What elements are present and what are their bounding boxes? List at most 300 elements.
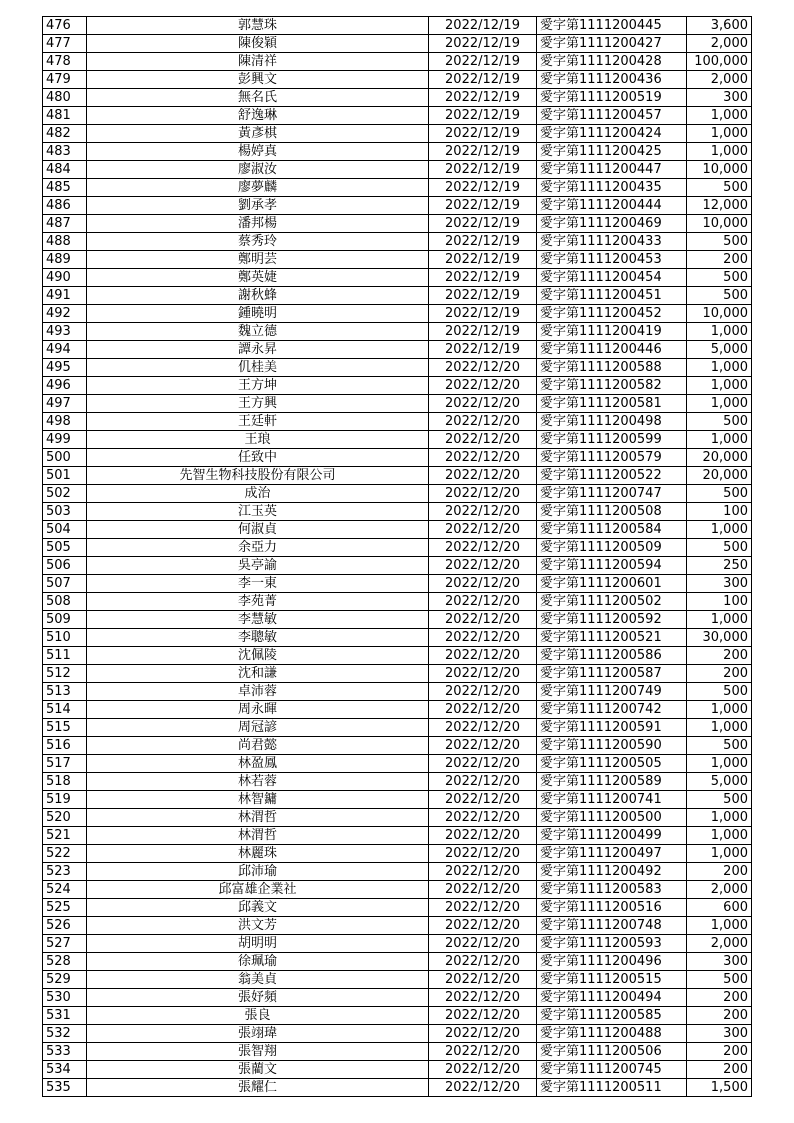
row-number-cell: 483 xyxy=(43,143,87,161)
amount-cell: 1,000 xyxy=(687,701,752,719)
amount-cell: 30,000 xyxy=(687,629,752,647)
row-number-cell: 519 xyxy=(43,791,87,809)
amount-cell: 200 xyxy=(687,251,752,269)
amount-cell: 200 xyxy=(687,1061,752,1079)
receipt-number-cell: 愛字第1111200447 xyxy=(537,161,687,179)
receipt-number-cell: 愛字第1111200492 xyxy=(537,863,687,881)
row-number-cell: 497 xyxy=(43,395,87,413)
donor-name-cell: 林盈鳳 xyxy=(87,755,429,773)
receipt-number-cell: 愛字第1111200511 xyxy=(537,1079,687,1097)
receipt-number-cell: 愛字第1111200427 xyxy=(537,35,687,53)
donation-date-cell: 2022/12/20 xyxy=(429,701,537,719)
amount-cell: 5,000 xyxy=(687,341,752,359)
amount-cell: 2,000 xyxy=(687,881,752,899)
receipt-number-cell: 愛字第1111200584 xyxy=(537,521,687,539)
table-row xyxy=(43,611,752,629)
donor-name-cell: 李一東 xyxy=(87,575,429,593)
amount-cell: 3,600 xyxy=(687,17,752,35)
table-row xyxy=(43,539,752,557)
row-number-cell: 518 xyxy=(43,773,87,791)
row-number-cell: 504 xyxy=(43,521,87,539)
amount-cell: 200 xyxy=(687,863,752,881)
amount-cell: 500 xyxy=(687,413,752,431)
receipt-number-cell: 愛字第1111200452 xyxy=(537,305,687,323)
amount-cell: 500 xyxy=(687,179,752,197)
donor-name-cell: 楊婷真 xyxy=(87,143,429,161)
donor-name-cell: 翁美貞 xyxy=(87,971,429,989)
donation-date-cell: 2022/12/19 xyxy=(429,17,537,35)
donor-name-cell: 李慧敏 xyxy=(87,611,429,629)
amount-cell: 1,000 xyxy=(687,395,752,413)
receipt-number-cell: 愛字第1111200469 xyxy=(537,215,687,233)
donation-date-cell: 2022/12/20 xyxy=(429,557,537,575)
donation-date-cell: 2022/12/19 xyxy=(429,53,537,71)
amount-cell: 500 xyxy=(687,683,752,701)
receipt-number-cell: 愛字第1111200747 xyxy=(537,485,687,503)
amount-cell: 10,000 xyxy=(687,305,752,323)
receipt-number-cell: 愛字第1111200742 xyxy=(537,701,687,719)
donor-name-cell: 廖夢麟 xyxy=(87,179,429,197)
donor-name-cell: 林麗珠 xyxy=(87,845,429,863)
donor-name-cell: 任致中 xyxy=(87,449,429,467)
donation-date-cell: 2022/12/19 xyxy=(429,305,537,323)
donation-date-cell: 2022/12/20 xyxy=(429,863,537,881)
receipt-number-cell: 愛字第1111200446 xyxy=(537,341,687,359)
row-number-cell: 480 xyxy=(43,89,87,107)
row-number-cell: 493 xyxy=(43,323,87,341)
donor-name-cell: 謝秋蜂 xyxy=(87,287,429,305)
amount-cell: 1,000 xyxy=(687,107,752,125)
receipt-number-cell: 愛字第1111200419 xyxy=(537,323,687,341)
donation-date-cell: 2022/12/20 xyxy=(429,719,537,737)
donation-date-cell: 2022/12/20 xyxy=(429,467,537,485)
row-number-cell: 501 xyxy=(43,467,87,485)
amount-cell: 200 xyxy=(687,647,752,665)
table-row xyxy=(43,1025,752,1043)
table-row xyxy=(43,89,752,107)
amount-cell: 1,000 xyxy=(687,143,752,161)
receipt-number-cell: 愛字第1111200435 xyxy=(537,179,687,197)
receipt-number-cell: 愛字第1111200457 xyxy=(537,107,687,125)
table-row xyxy=(43,665,752,683)
row-number-cell: 492 xyxy=(43,305,87,323)
donation-date-cell: 2022/12/20 xyxy=(429,737,537,755)
donor-name-cell: 先智生物科技股份有限公司 xyxy=(87,467,429,485)
table-row xyxy=(43,557,752,575)
table-row xyxy=(43,17,752,35)
row-number-cell: 508 xyxy=(43,593,87,611)
donor-name-cell: 張翊瑋 xyxy=(87,1025,429,1043)
amount-cell: 300 xyxy=(687,1025,752,1043)
table-row xyxy=(43,1007,752,1025)
donation-date-cell: 2022/12/19 xyxy=(429,35,537,53)
donor-name-cell: 沈佩陵 xyxy=(87,647,429,665)
amount-cell: 1,000 xyxy=(687,431,752,449)
amount-cell: 2,000 xyxy=(687,935,752,953)
receipt-number-cell: 愛字第1111200601 xyxy=(537,575,687,593)
receipt-number-cell: 愛字第1111200519 xyxy=(537,89,687,107)
row-number-cell: 509 xyxy=(43,611,87,629)
amount-cell: 500 xyxy=(687,737,752,755)
donor-name-cell: 周永暉 xyxy=(87,701,429,719)
row-number-cell: 482 xyxy=(43,125,87,143)
receipt-number-cell: 愛字第1111200496 xyxy=(537,953,687,971)
donor-name-cell: 張智翔 xyxy=(87,1043,429,1061)
amount-cell: 10,000 xyxy=(687,215,752,233)
donor-name-cell: 江玉英 xyxy=(87,503,429,521)
donor-name-cell: 沈和謙 xyxy=(87,665,429,683)
table-row xyxy=(43,305,752,323)
donor-name-cell: 吳亭諭 xyxy=(87,557,429,575)
donor-name-cell: 林智鏞 xyxy=(87,791,429,809)
table-row xyxy=(43,413,752,431)
row-number-cell: 485 xyxy=(43,179,87,197)
donation-date-cell: 2022/12/20 xyxy=(429,1007,537,1025)
receipt-number-cell: 愛字第1111200506 xyxy=(537,1043,687,1061)
table-row xyxy=(43,1079,752,1097)
row-number-cell: 528 xyxy=(43,953,87,971)
receipt-number-cell: 愛字第1111200509 xyxy=(537,539,687,557)
receipt-number-cell: 愛字第1111200587 xyxy=(537,665,687,683)
donor-name-cell: 陳俊穎 xyxy=(87,35,429,53)
row-number-cell: 488 xyxy=(43,233,87,251)
row-number-cell: 525 xyxy=(43,899,87,917)
table-row xyxy=(43,287,752,305)
row-number-cell: 522 xyxy=(43,845,87,863)
amount-cell: 300 xyxy=(687,89,752,107)
donor-name-cell: 張藺文 xyxy=(87,1061,429,1079)
table-row xyxy=(43,449,752,467)
receipt-number-cell: 愛字第1111200444 xyxy=(537,197,687,215)
receipt-number-cell: 愛字第1111200583 xyxy=(537,881,687,899)
donation-date-cell: 2022/12/20 xyxy=(429,827,537,845)
amount-cell: 500 xyxy=(687,287,752,305)
donation-date-cell: 2022/12/19 xyxy=(429,215,537,233)
row-number-cell: 517 xyxy=(43,755,87,773)
row-number-cell: 526 xyxy=(43,917,87,935)
receipt-number-cell: 愛字第1111200428 xyxy=(537,53,687,71)
row-number-cell: 477 xyxy=(43,35,87,53)
amount-cell: 1,000 xyxy=(687,521,752,539)
row-number-cell: 505 xyxy=(43,539,87,557)
amount-cell: 12,000 xyxy=(687,197,752,215)
amount-cell: 200 xyxy=(687,1043,752,1061)
row-number-cell: 515 xyxy=(43,719,87,737)
donation-date-cell: 2022/12/20 xyxy=(429,755,537,773)
donor-name-cell: 無名氏 xyxy=(87,89,429,107)
receipt-number-cell: 愛字第1111200502 xyxy=(537,593,687,611)
donor-name-cell: 邱義文 xyxy=(87,899,429,917)
donor-name-cell: 周冠諺 xyxy=(87,719,429,737)
row-number-cell: 498 xyxy=(43,413,87,431)
donation-date-cell: 2022/12/20 xyxy=(429,431,537,449)
receipt-number-cell: 愛字第1111200585 xyxy=(537,1007,687,1025)
table-row xyxy=(43,251,752,269)
donor-name-cell: 彭興文 xyxy=(87,71,429,89)
table-row xyxy=(43,863,752,881)
donor-name-cell: 陳清祥 xyxy=(87,53,429,71)
donation-date-cell: 2022/12/20 xyxy=(429,809,537,827)
amount-cell: 600 xyxy=(687,899,752,917)
donor-name-cell: 魏立德 xyxy=(87,323,429,341)
table-row xyxy=(43,35,752,53)
table-row xyxy=(43,341,752,359)
amount-cell: 1,000 xyxy=(687,611,752,629)
donor-name-cell: 洪文芳 xyxy=(87,917,429,935)
donation-date-cell: 2022/12/20 xyxy=(429,665,537,683)
table-row xyxy=(43,431,752,449)
table-row xyxy=(43,485,752,503)
donation-date-cell: 2022/12/20 xyxy=(429,899,537,917)
row-number-cell: 486 xyxy=(43,197,87,215)
donor-name-cell: 仉桂美 xyxy=(87,359,429,377)
row-number-cell: 478 xyxy=(43,53,87,71)
donation-date-cell: 2022/12/20 xyxy=(429,575,537,593)
row-number-cell: 511 xyxy=(43,647,87,665)
table-row xyxy=(43,395,752,413)
donation-date-cell: 2022/12/20 xyxy=(429,989,537,1007)
row-number-cell: 512 xyxy=(43,665,87,683)
row-number-cell: 490 xyxy=(43,269,87,287)
table-row xyxy=(43,197,752,215)
table-row xyxy=(43,755,752,773)
receipt-number-cell: 愛字第1111200425 xyxy=(537,143,687,161)
donor-name-cell: 黃彥棋 xyxy=(87,125,429,143)
receipt-number-cell: 愛字第1111200745 xyxy=(537,1061,687,1079)
amount-cell: 5,000 xyxy=(687,773,752,791)
donation-date-cell: 2022/12/20 xyxy=(429,1043,537,1061)
receipt-number-cell: 愛字第1111200749 xyxy=(537,683,687,701)
donation-date-cell: 2022/12/20 xyxy=(429,611,537,629)
amount-cell: 200 xyxy=(687,665,752,683)
table-row xyxy=(43,1043,752,1061)
donation-date-cell: 2022/12/20 xyxy=(429,953,537,971)
donor-name-cell: 李聰敏 xyxy=(87,629,429,647)
donation-date-cell: 2022/12/19 xyxy=(429,287,537,305)
donation-date-cell: 2022/12/20 xyxy=(429,647,537,665)
donation-date-cell: 2022/12/20 xyxy=(429,503,537,521)
table-row xyxy=(43,467,752,485)
table-row xyxy=(43,971,752,989)
table-row xyxy=(43,323,752,341)
table-row xyxy=(43,215,752,233)
row-number-cell: 529 xyxy=(43,971,87,989)
donation-date-cell: 2022/12/20 xyxy=(429,521,537,539)
receipt-number-cell: 愛字第1111200497 xyxy=(537,845,687,863)
row-number-cell: 521 xyxy=(43,827,87,845)
table-row xyxy=(43,935,752,953)
row-number-cell: 491 xyxy=(43,287,87,305)
donation-table xyxy=(42,16,752,1097)
row-number-cell: 502 xyxy=(43,485,87,503)
amount-cell: 200 xyxy=(687,1007,752,1025)
donor-name-cell: 舒逸琳 xyxy=(87,107,429,125)
receipt-number-cell: 愛字第1111200589 xyxy=(537,773,687,791)
amount-cell: 500 xyxy=(687,485,752,503)
table-row xyxy=(43,143,752,161)
donor-name-cell: 鍾曉明 xyxy=(87,305,429,323)
table-row xyxy=(43,701,752,719)
receipt-number-cell: 愛字第1111200593 xyxy=(537,935,687,953)
row-number-cell: 513 xyxy=(43,683,87,701)
row-number-cell: 524 xyxy=(43,881,87,899)
table-row xyxy=(43,161,752,179)
table-row xyxy=(43,845,752,863)
row-number-cell: 487 xyxy=(43,215,87,233)
donation-date-cell: 2022/12/19 xyxy=(429,197,537,215)
amount-cell: 1,000 xyxy=(687,845,752,863)
receipt-number-cell: 愛字第1111200748 xyxy=(537,917,687,935)
donor-name-cell: 王琅 xyxy=(87,431,429,449)
amount-cell: 1,000 xyxy=(687,809,752,827)
table-row xyxy=(43,989,752,1007)
receipt-number-cell: 愛字第1111200453 xyxy=(537,251,687,269)
donation-date-cell: 2022/12/20 xyxy=(429,539,537,557)
receipt-number-cell: 愛字第1111200500 xyxy=(537,809,687,827)
amount-cell: 200 xyxy=(687,989,752,1007)
table-row xyxy=(43,359,752,377)
donor-name-cell: 郭慧珠 xyxy=(87,17,429,35)
table-row xyxy=(43,269,752,287)
donation-date-cell: 2022/12/20 xyxy=(429,395,537,413)
receipt-number-cell: 愛字第1111200741 xyxy=(537,791,687,809)
row-number-cell: 507 xyxy=(43,575,87,593)
table-row xyxy=(43,683,752,701)
row-number-cell: 500 xyxy=(43,449,87,467)
row-number-cell: 527 xyxy=(43,935,87,953)
table-row xyxy=(43,773,752,791)
table-row xyxy=(43,737,752,755)
donor-name-cell: 鄭明芸 xyxy=(87,251,429,269)
row-number-cell: 496 xyxy=(43,377,87,395)
amount-cell: 20,000 xyxy=(687,467,752,485)
donation-date-cell: 2022/12/20 xyxy=(429,449,537,467)
amount-cell: 100 xyxy=(687,503,752,521)
table-row xyxy=(43,71,752,89)
donation-date-cell: 2022/12/19 xyxy=(429,71,537,89)
amount-cell: 10,000 xyxy=(687,161,752,179)
row-number-cell: 523 xyxy=(43,863,87,881)
row-number-cell: 534 xyxy=(43,1061,87,1079)
donation-date-cell: 2022/12/19 xyxy=(429,143,537,161)
receipt-number-cell: 愛字第1111200590 xyxy=(537,737,687,755)
row-number-cell: 520 xyxy=(43,809,87,827)
row-number-cell: 533 xyxy=(43,1043,87,1061)
receipt-number-cell: 愛字第1111200521 xyxy=(537,629,687,647)
donor-name-cell: 蔡秀玲 xyxy=(87,233,429,251)
receipt-number-cell: 愛字第1111200586 xyxy=(537,647,687,665)
receipt-number-cell: 愛字第1111200499 xyxy=(537,827,687,845)
donation-date-cell: 2022/12/20 xyxy=(429,845,537,863)
receipt-number-cell: 愛字第1111200599 xyxy=(537,431,687,449)
amount-cell: 1,000 xyxy=(687,719,752,737)
donation-table-body xyxy=(43,17,752,1097)
donation-date-cell: 2022/12/20 xyxy=(429,683,537,701)
receipt-number-cell: 愛字第1111200515 xyxy=(537,971,687,989)
donation-date-cell: 2022/12/20 xyxy=(429,971,537,989)
row-number-cell: 516 xyxy=(43,737,87,755)
amount-cell: 1,000 xyxy=(687,359,752,377)
row-number-cell: 531 xyxy=(43,1007,87,1025)
donation-date-cell: 2022/12/20 xyxy=(429,881,537,899)
row-number-cell: 481 xyxy=(43,107,87,125)
donor-name-cell: 劉承孝 xyxy=(87,197,429,215)
amount-cell: 1,000 xyxy=(687,125,752,143)
receipt-number-cell: 愛字第1111200445 xyxy=(537,17,687,35)
donation-date-cell: 2022/12/20 xyxy=(429,1079,537,1097)
receipt-number-cell: 愛字第1111200579 xyxy=(537,449,687,467)
donation-date-cell: 2022/12/19 xyxy=(429,341,537,359)
donation-date-cell: 2022/12/20 xyxy=(429,791,537,809)
donation-date-cell: 2022/12/20 xyxy=(429,593,537,611)
table-row xyxy=(43,917,752,935)
row-number-cell: 489 xyxy=(43,251,87,269)
donor-name-cell: 余亞力 xyxy=(87,539,429,557)
receipt-number-cell: 愛字第1111200522 xyxy=(537,467,687,485)
amount-cell: 500 xyxy=(687,233,752,251)
donor-name-cell: 張耀仁 xyxy=(87,1079,429,1097)
donor-name-cell: 王廷軒 xyxy=(87,413,429,431)
table-row xyxy=(43,899,752,917)
amount-cell: 1,000 xyxy=(687,917,752,935)
amount-cell: 500 xyxy=(687,539,752,557)
amount-cell: 1,000 xyxy=(687,827,752,845)
row-number-cell: 479 xyxy=(43,71,87,89)
donor-name-cell: 張良 xyxy=(87,1007,429,1025)
receipt-number-cell: 愛字第1111200451 xyxy=(537,287,687,305)
table-row xyxy=(43,125,752,143)
table-row xyxy=(43,1061,752,1079)
donor-name-cell: 林渭哲 xyxy=(87,809,429,827)
amount-cell: 1,000 xyxy=(687,755,752,773)
amount-cell: 2,000 xyxy=(687,35,752,53)
donor-name-cell: 王方坤 xyxy=(87,377,429,395)
receipt-number-cell: 愛字第1111200505 xyxy=(537,755,687,773)
donation-date-cell: 2022/12/20 xyxy=(429,359,537,377)
row-number-cell: 495 xyxy=(43,359,87,377)
amount-cell: 1,000 xyxy=(687,377,752,395)
donation-date-cell: 2022/12/20 xyxy=(429,1061,537,1079)
amount-cell: 300 xyxy=(687,953,752,971)
donation-date-cell: 2022/12/19 xyxy=(429,107,537,125)
donor-name-cell: 何淑貞 xyxy=(87,521,429,539)
table-row xyxy=(43,827,752,845)
donation-date-cell: 2022/12/19 xyxy=(429,269,537,287)
receipt-number-cell: 愛字第1111200454 xyxy=(537,269,687,287)
row-number-cell: 494 xyxy=(43,341,87,359)
donor-name-cell: 林若蓉 xyxy=(87,773,429,791)
donor-name-cell: 林渭哲 xyxy=(87,827,429,845)
table-row xyxy=(43,791,752,809)
receipt-number-cell: 愛字第1111200581 xyxy=(537,395,687,413)
donor-name-cell: 徐珮瑜 xyxy=(87,953,429,971)
table-row xyxy=(43,647,752,665)
receipt-number-cell: 愛字第1111200594 xyxy=(537,557,687,575)
donation-date-cell: 2022/12/19 xyxy=(429,125,537,143)
table-row xyxy=(43,521,752,539)
table-row xyxy=(43,503,752,521)
amount-cell: 500 xyxy=(687,971,752,989)
table-row xyxy=(43,53,752,71)
donation-date-cell: 2022/12/20 xyxy=(429,377,537,395)
receipt-number-cell: 愛字第1111200494 xyxy=(537,989,687,1007)
donation-date-cell: 2022/12/20 xyxy=(429,1025,537,1043)
donation-date-cell: 2022/12/20 xyxy=(429,485,537,503)
donor-name-cell: 鄭英婕 xyxy=(87,269,429,287)
donation-date-cell: 2022/12/19 xyxy=(429,179,537,197)
row-number-cell: 476 xyxy=(43,17,87,35)
donor-name-cell: 王方興 xyxy=(87,395,429,413)
